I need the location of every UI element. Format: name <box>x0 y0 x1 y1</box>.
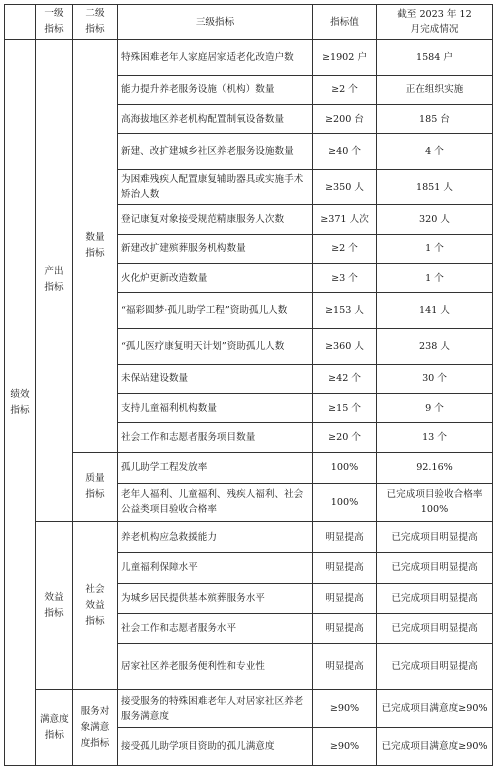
actual-cell: 9 个 <box>377 394 493 423</box>
actual-cell: 13 个 <box>377 423 493 452</box>
table-row <box>5 452 493 483</box>
indicator-cell: 居家社区养老服务便利性和专业性 <box>118 644 313 690</box>
target-cell: 明显提高 <box>313 583 377 613</box>
target-cell: 明显提高 <box>313 553 377 583</box>
target-cell: ≥15 个 <box>313 394 377 423</box>
group-satisfaction-cell: 满意度指标 <box>36 690 73 766</box>
indicator-cell: “孤儿医疗康复明天计划”资助孤儿人数 <box>118 329 313 365</box>
indicator-cell: 新建、改扩建城乡社区养老服务设施数量 <box>118 134 313 170</box>
indicator-cell: 火化炉更新改造数量 <box>118 264 313 293</box>
subgroup-service-cell: 服务对象满意度指标 <box>73 690 118 766</box>
performance-table <box>4 4 493 766</box>
indicator-cell: 新建改扩建殡葬服务机构数量 <box>118 234 313 263</box>
target-cell: 明显提高 <box>313 613 377 643</box>
actual-cell: 已完成项目明显提高 <box>377 583 493 613</box>
indicator-cell: 能力提升养老服务设施（机构）数量 <box>118 75 313 104</box>
indicator-cell: 支持儿童福利机构数量 <box>118 394 313 423</box>
indicator-cell: 社会工作和志愿者服务水平 <box>118 613 313 643</box>
actual-cell: 正在组织实施 <box>377 75 493 104</box>
group-output-cell: 产出指标 <box>36 40 73 522</box>
indicator-cell: 接受服务的特殊困难老年人对居家社区养老服务满意度 <box>118 690 313 728</box>
actual-cell: 已完成项目满意度≥90% <box>377 690 493 728</box>
actual-cell: 已完成项目满意度≥90% <box>377 728 493 766</box>
target-cell: ≥350 人 <box>313 169 377 205</box>
target-cell: ≥2 个 <box>313 234 377 263</box>
actual-cell: 185 台 <box>377 104 493 133</box>
target-cell: ≥360 人 <box>313 329 377 365</box>
indicator-cell: “福彩圆梦·孤儿助学工程”资助孤儿人数 <box>118 293 313 329</box>
actual-cell: 30 个 <box>377 364 493 393</box>
subgroup-quantity-cell: 数量指标 <box>73 40 118 453</box>
actual-cell: 1584 户 <box>377 40 493 76</box>
subgroup-quality-cell: 质量指标 <box>73 452 118 521</box>
indicator-cell: 特殊困难老年人家庭居家适老化改造户数 <box>118 40 313 76</box>
table-row <box>5 690 493 728</box>
target-cell: ≥371 人次 <box>313 205 377 234</box>
indicator-cell: 为城乡居民提供基本殡葬服务水平 <box>118 583 313 613</box>
header-level3: 三级指标 <box>118 5 313 40</box>
actual-cell: 已完成项目明显提高 <box>377 613 493 643</box>
actual-cell: 已完成项目验收合格率 100% <box>377 484 493 522</box>
target-cell: 明显提高 <box>313 644 377 690</box>
actual-cell: 1 个 <box>377 234 493 263</box>
header-level2: 二级指标 <box>73 5 118 40</box>
target-cell: 100% <box>313 484 377 522</box>
header-level1: 一级指标 <box>36 5 73 40</box>
indicator-cell: 老年人福利、儿童福利、残疾人福利、社会公益类项目验收合格率 <box>118 484 313 522</box>
target-cell: ≥200 台 <box>313 104 377 133</box>
actual-cell: 已完成项目明显提高 <box>377 553 493 583</box>
target-cell: ≥3 个 <box>313 264 377 293</box>
header-actual: 截至 2023 年 12 月完成情况 <box>377 5 493 40</box>
target-cell: ≥1902 户 <box>313 40 377 76</box>
actual-cell: 141 人 <box>377 293 493 329</box>
target-cell: 明显提高 <box>313 521 377 552</box>
table-row <box>5 521 493 552</box>
header-row <box>5 5 493 40</box>
actual-cell: 238 人 <box>377 329 493 365</box>
indicator-cell: 未保站建设数量 <box>118 364 313 393</box>
actual-cell: 1851 人 <box>377 169 493 205</box>
indicator-cell: 孤儿助学工程发放率 <box>118 452 313 483</box>
target-cell: ≥20 个 <box>313 423 377 452</box>
target-cell: ≥153 人 <box>313 293 377 329</box>
actual-cell: 已完成项目明显提高 <box>377 521 493 552</box>
target-cell: 100% <box>313 452 377 483</box>
header-blank <box>5 5 36 40</box>
target-cell: ≥90% <box>313 690 377 728</box>
actual-cell: 320 人 <box>377 205 493 234</box>
indicator-cell: 登记康复对象接受规范精康服务人次数 <box>118 205 313 234</box>
target-cell: ≥40 个 <box>313 134 377 170</box>
actual-cell: 4 个 <box>377 134 493 170</box>
target-cell: ≥90% <box>313 728 377 766</box>
indicator-cell: 高海拔地区养老机构配置制氧设备数量 <box>118 104 313 133</box>
level1-performance-cell: 绩效指标 <box>5 40 36 766</box>
indicator-cell: 养老机构应急救援能力 <box>118 521 313 552</box>
table-row <box>5 40 493 76</box>
indicator-cell: 接受孤儿助学项目资助的孤儿满意度 <box>118 728 313 766</box>
header-target: 指标值 <box>313 5 377 40</box>
indicator-cell: 为困难残疾人配置康复辅助器具或实施手术矫治人数 <box>118 169 313 205</box>
indicator-cell: 社会工作和志愿者服务项目数量 <box>118 423 313 452</box>
target-cell: ≥2 个 <box>313 75 377 104</box>
actual-cell: 1 个 <box>377 264 493 293</box>
group-effect-cell: 效益指标 <box>36 521 73 690</box>
actual-cell: 已完成项目明显提高 <box>377 644 493 690</box>
actual-cell: 92.16% <box>377 452 493 483</box>
subgroup-social-cell: 社会效益指标 <box>73 521 118 690</box>
indicator-cell: 儿童福利保障水平 <box>118 553 313 583</box>
target-cell: ≥42 个 <box>313 364 377 393</box>
